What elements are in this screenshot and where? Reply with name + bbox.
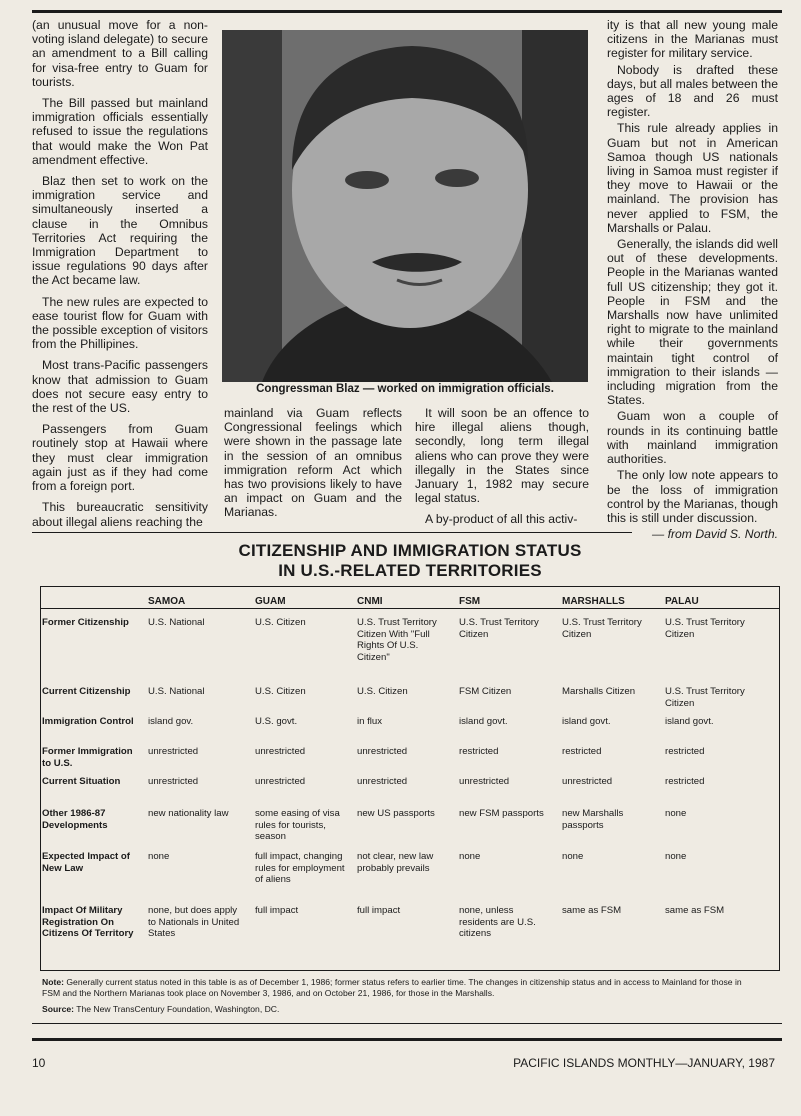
row-label: Current Citizenship: [42, 686, 131, 697]
column-header: GUAM: [255, 596, 286, 607]
table-cell: Marshalls Citizen: [562, 686, 636, 697]
section-rule: [32, 532, 632, 533]
table-cell: not clear, new law probably prevails: [357, 851, 434, 874]
paragraph: Most trans-Pacific passengers know that admission to Guam does not secure easy entry to the rest of the US.: [32, 358, 208, 416]
paragraph: (an unusual move for a non-voting island delegate) to secure an amendment to a Bill calling for visa-free entry to Guam for tourists.: [32, 18, 208, 89]
table-header-rule: [40, 608, 780, 609]
table-title-line-1: CITIZENSHIP AND IMMIGRATION STATUS: [238, 541, 582, 560]
page-number: 10: [32, 1056, 46, 1070]
table-cell: none: [562, 851, 584, 862]
table-cell: island gov.: [148, 716, 194, 727]
table-cell: U.S. Trust Territory Citizen With "Full Rights Of U.S. Citizen": [357, 617, 437, 663]
column-header: MARSHALLS: [562, 596, 625, 607]
table-cell: unrestricted: [357, 746, 408, 757]
table-cell: none: [665, 808, 687, 819]
table-cell: U.S. Trust Territory Citizen: [459, 617, 539, 640]
paragraph: This rule already applies in Guam but not in American Samoa though US nationals living in Samoa must register if they move to Hawaii or the mainland. The provision has never applied to FSM, the Marshalls or Palau.: [607, 121, 778, 235]
table-cell: full impact, changing rules for employment of aliens: [255, 851, 345, 885]
footer-rule: [32, 1038, 782, 1041]
article-credit: — from David S. North.: [652, 527, 778, 542]
publication-footer: PACIFIC ISLANDS MONTHLY—JANUARY, 1987: [513, 1056, 775, 1070]
table-cell: U.S. govt.: [255, 716, 298, 727]
note-text: Generally current status noted in this table is as of December 1, 1986; former status refers to earlier time. The changes in citizenship status and in access to Mainland for those in FSM and the Northern Marianas took place on November 3, 1986, and on October 21, 1986, for those in the Marshalls.: [42, 977, 742, 998]
paragraph: Passengers from Guam routinely stop at Hawaii where they must clear immigration again just as if they had come from a foreign port.: [32, 422, 208, 494]
table-cell: unrestricted: [459, 776, 510, 787]
table-cell: U.S. National: [148, 617, 205, 628]
table-cell: U.S. Citizen: [357, 686, 408, 697]
article-column-3: [415, 406, 589, 527]
table-note: [42, 977, 742, 999]
table-cell: same as FSM: [665, 905, 725, 916]
table-cell: island govt.: [562, 716, 611, 727]
table-title-line-2: IN U.S.-RELATED TERRITORIES: [278, 561, 542, 580]
table-cell: restricted: [665, 776, 705, 787]
photo-caption: Congressman Blaz — worked on immigration officials.: [256, 383, 554, 395]
row-label: Impact Of Military Registration On Citizens Of Territory: [42, 905, 134, 939]
table-cell: unrestricted: [148, 776, 199, 787]
table-cell: unrestricted: [562, 776, 613, 787]
table-cell: new Marshalls passports: [562, 808, 624, 831]
paragraph: Blaz then set to work on the immigration service and simultaneously inserted a clause in the Omnibus Territories Act requiring the Immigration Department to issue regulations 90 days after the Act became law.: [32, 174, 208, 288]
table-cell: U.S. Trust Territory Citizen: [562, 617, 642, 640]
table-cell: unrestricted: [255, 746, 306, 757]
table-cell: restricted: [562, 746, 602, 757]
column-header: SAMOA: [148, 596, 186, 607]
table-cell: new FSM passports: [459, 808, 544, 819]
column-header: FSM: [459, 596, 481, 607]
row-label: Immigration Control: [42, 716, 134, 727]
paragraph: Guam won a couple of rounds in its continuing battle with mainland immigration authorities.: [607, 409, 778, 467]
table-cell: restricted: [459, 746, 499, 757]
table-cell: full impact: [357, 905, 401, 916]
table-cell: unrestricted: [357, 776, 408, 787]
portrait-photo: [222, 30, 588, 382]
row-label: Current Situation: [42, 776, 121, 787]
bottom-rule: [32, 1023, 782, 1024]
paragraph: Generally, the islands did well out of these developments. People in the Marianas wanted full US citizenship; they got it. People in FSM and the Marshalls now have unlimited right to migrate to the mainland while their governments maintain tight control of immigration to their islands — including migration from the States.: [607, 237, 778, 408]
article-column-1: [32, 18, 208, 536]
table-cell: full impact: [255, 905, 299, 916]
table-cell: unrestricted: [255, 776, 306, 787]
row-label: Other 1986-87 Developments: [42, 808, 108, 831]
table-cell: U.S. National: [148, 686, 205, 697]
paragraph: It will soon be an offence to hire illegal aliens though, secondly, long term illegal aliens who can prove they were illegally in the States since January 1, 1982 may secure legal status.: [415, 406, 589, 506]
article-column-4: [607, 18, 778, 548]
row-label: Expected Impact of New Law: [42, 851, 130, 874]
row-label: Former Immigration to U.S.: [42, 746, 133, 769]
table-cell: U.S. Trust Territory Citizen: [665, 686, 745, 709]
table-cell: unrestricted: [148, 746, 199, 757]
article-column-2: [224, 406, 402, 527]
table-source: [42, 1004, 742, 1015]
paragraph: The new rules are expected to ease tourist flow for Guam with the possible exception of visitors from the Phillipines.: [32, 294, 208, 352]
source-text: The New TransCentury Foundation, Washington, DC.: [76, 1004, 280, 1014]
table-cell: some easing of visa rules for tourists, season: [255, 808, 340, 842]
table-cell: island govt.: [459, 716, 508, 727]
table-cell: none, but does apply to Nationals in United States: [148, 905, 240, 939]
table-cell: restricted: [665, 746, 705, 757]
table-cell: U.S. Citizen: [255, 617, 306, 628]
table-cell: in flux: [357, 716, 383, 727]
table-cell: island govt.: [665, 716, 714, 727]
table-cell: new nationality law: [148, 808, 229, 819]
source-label: Source:: [42, 1004, 74, 1014]
table-cell: U.S. Citizen: [255, 686, 306, 697]
table-cell: same as FSM: [562, 905, 622, 916]
paragraph: The Bill passed but mainland immigration officials essentially refused to issue the regulations that would make the Won Pat amendment effective.: [32, 96, 208, 167]
column-header: PALAU: [665, 596, 699, 607]
row-label: Former Citizenship: [42, 617, 129, 628]
table-cell: U.S. Trust Territory Citizen: [665, 617, 745, 640]
paragraph: The only low note appears to be the loss of immigration control by the Marianas, though this is still under discussion.: [607, 468, 778, 525]
top-rule: [32, 10, 782, 13]
table-cell: FSM Citizen: [459, 686, 512, 697]
column-header: CNMI: [357, 596, 383, 607]
paragraph: A by-product of all this activ-: [425, 512, 578, 527]
paragraph: Nobody is drafted these days, but all males between the ages of 18 and 26 must register.: [607, 62, 778, 120]
table-cell: none: [459, 851, 481, 862]
table-cell: none: [148, 851, 170, 862]
paragraph: ity is that all new young male citizens in the Marianas must register for military service.: [607, 18, 778, 61]
table-cell: none, unless residents are U.S. citizens: [459, 905, 536, 939]
table-cell: new US passports: [357, 808, 435, 819]
paragraph: This bureaucratic sensitivity about illegal aliens reaching the: [32, 500, 208, 529]
paragraph: mainland via Guam reflects Congressional feelings which were shown in the passage late in the session of an omnibus immigration reform Act which has two provisions likely to have an impact on Guam and the Marianas.: [224, 406, 402, 520]
portrait-illustration: [222, 30, 588, 382]
note-label: Note:: [42, 977, 64, 987]
table-cell: none: [665, 851, 687, 862]
table-title: [130, 541, 690, 581]
